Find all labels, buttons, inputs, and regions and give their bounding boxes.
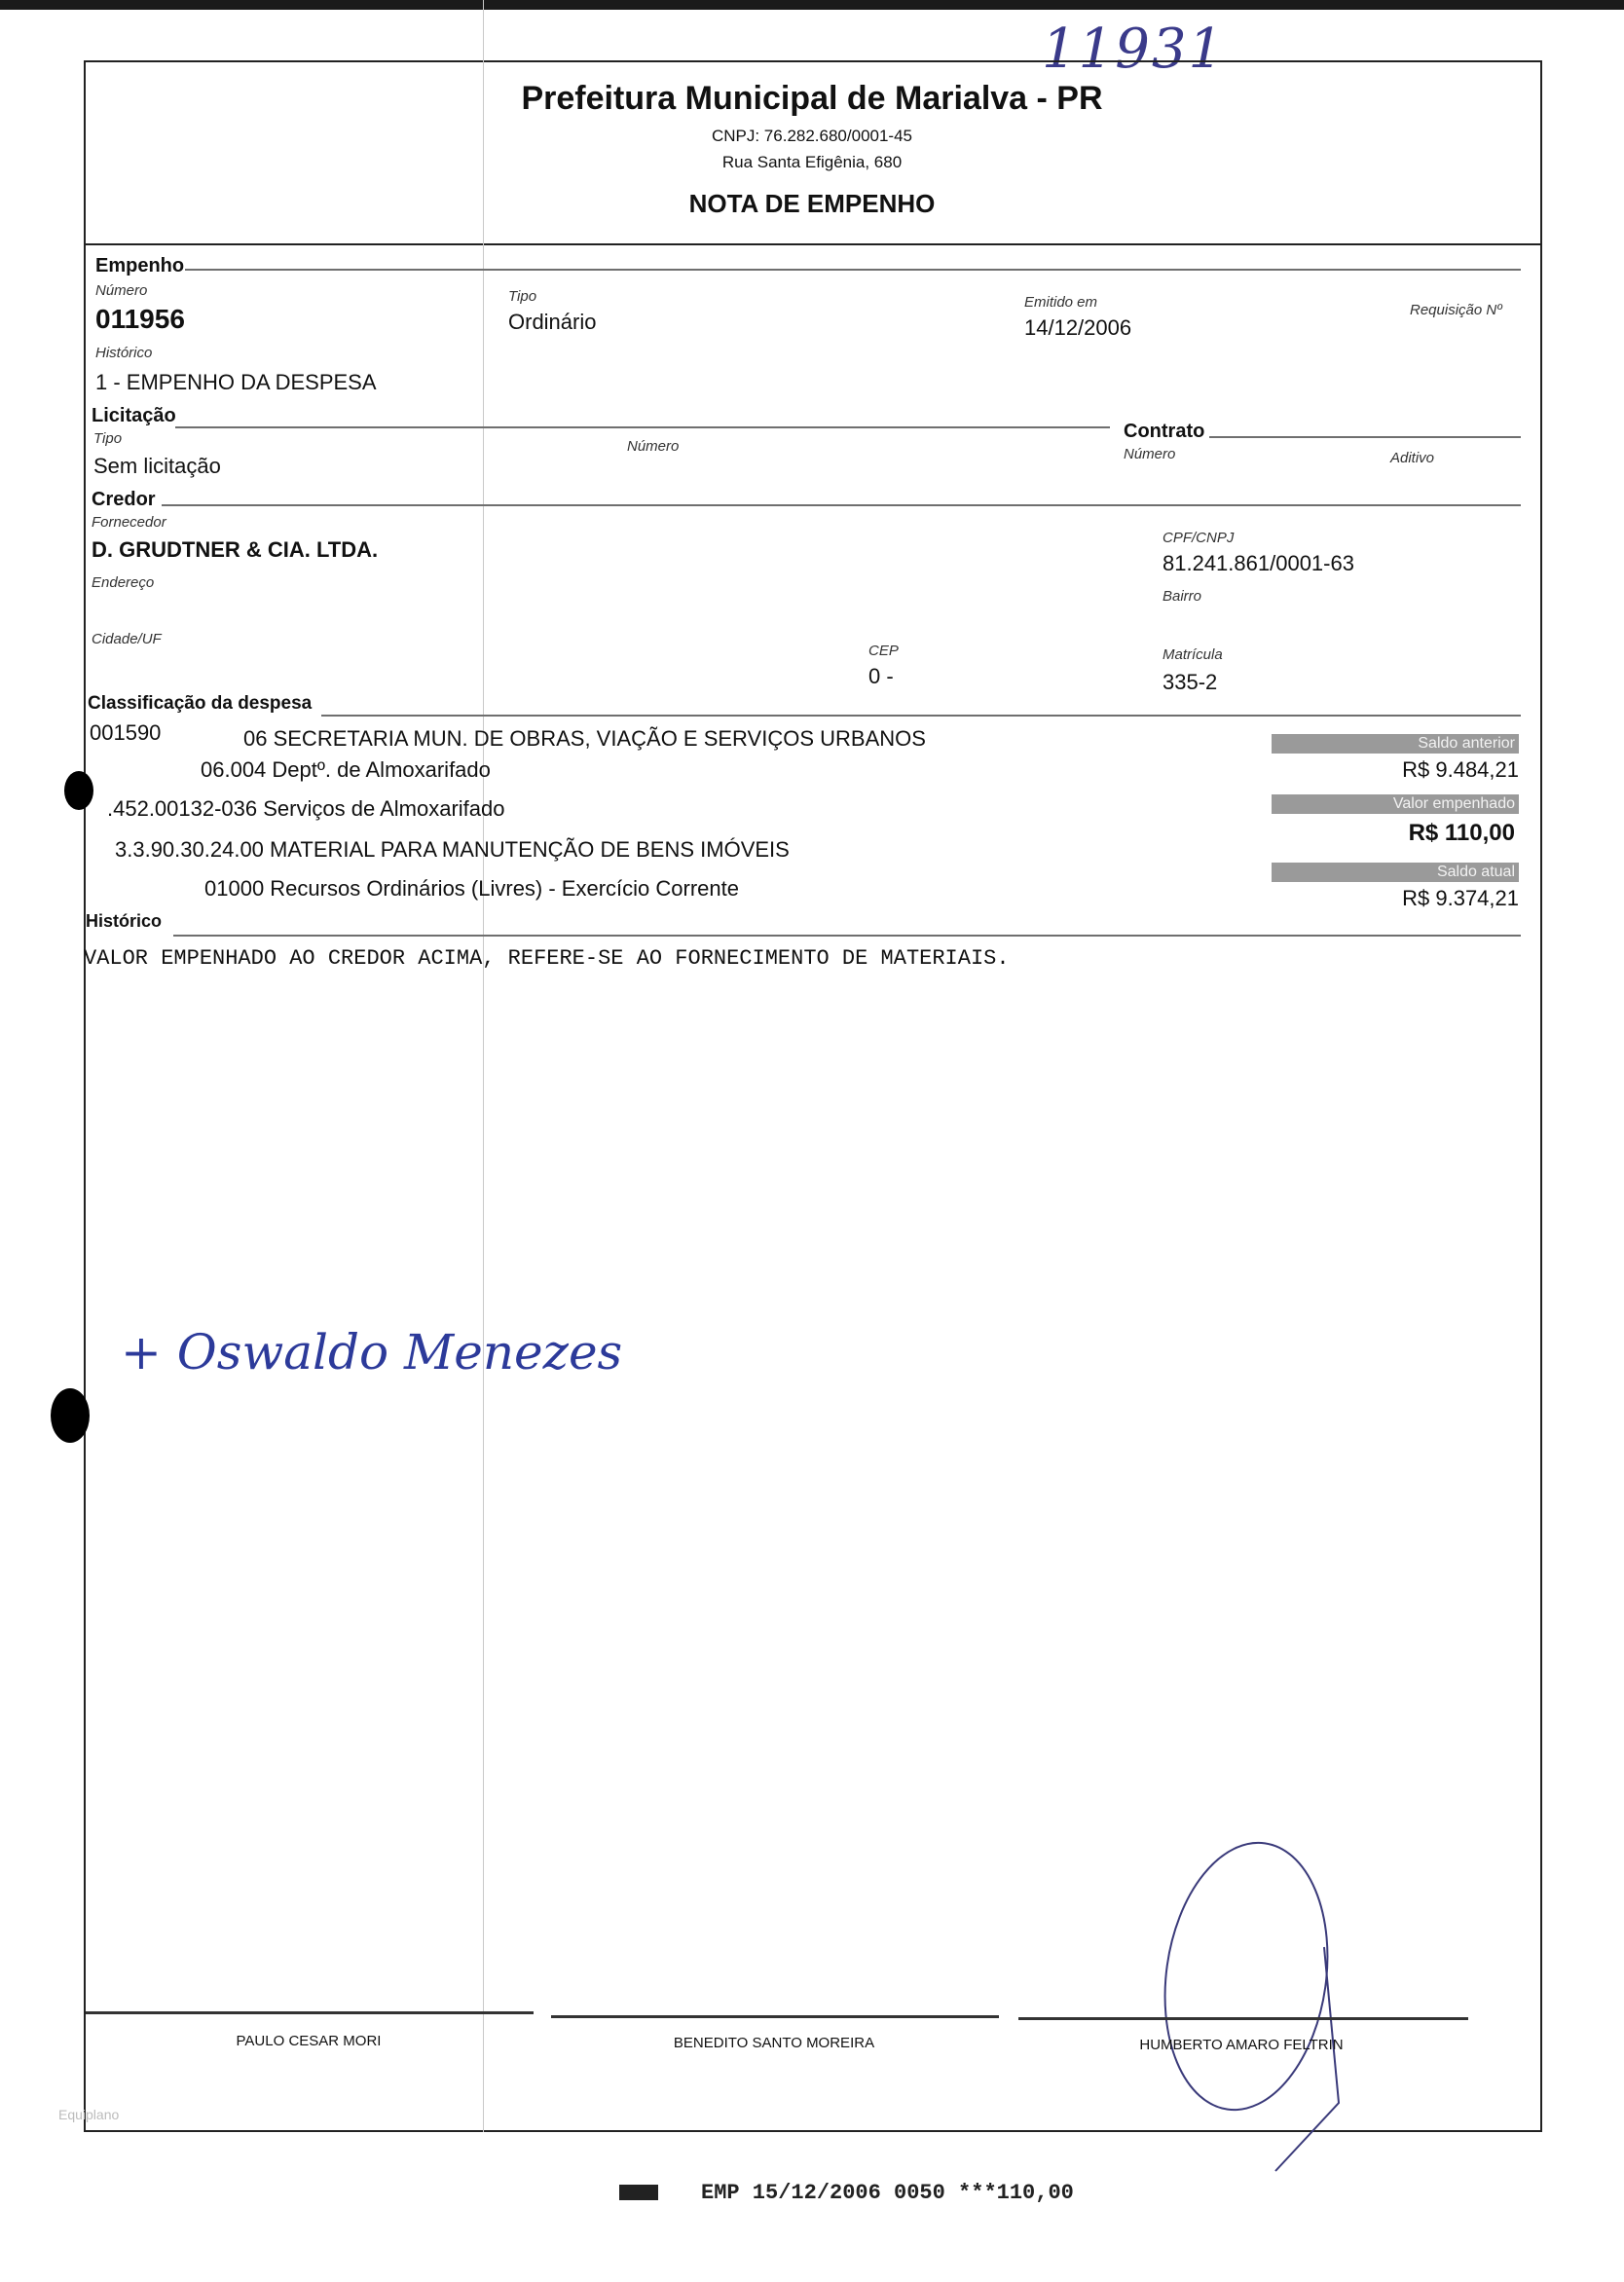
bairro-label: Bairro [1163, 588, 1202, 605]
signatory-1: PAULO CESAR MORI [236, 2033, 382, 2049]
contrato-numero-label: Número [1124, 446, 1176, 462]
address-line: Rua Santa Efigênia, 680 [721, 153, 903, 171]
classificacao-line-4: 3.3.90.30.24.00 MATERIAL PARA MANUTENÇÃO DE BENS IMÓVEIS [115, 837, 790, 862]
signature-line-2 [551, 2015, 999, 2018]
valor-empenhado-label: Valor empenhado [1272, 794, 1519, 814]
scan-top-edge [0, 0, 1624, 10]
classificacao-section-label: Classificação da despesa [88, 693, 313, 714]
classificacao-line-1: 06 SECRETARIA MUN. DE OBRAS, VIAÇÃO E SERVIÇOS URBANOS [243, 726, 926, 751]
classificacao-code: 001590 [90, 720, 162, 745]
licitacao-tipo: Sem licitação [93, 454, 221, 478]
historico-section-label: Histórico [86, 911, 163, 931]
signature-line-1 [86, 2011, 534, 2014]
signature-scribble [1129, 1830, 1383, 2190]
classificacao-line-3: .452.00132-036 Serviços de Almoxarifado [107, 796, 505, 821]
footer-brand: Equiplano [58, 2107, 120, 2122]
empenho-numero-label: Número [95, 282, 148, 299]
licitacao-numero-label: Número [627, 438, 680, 455]
stamp-mark-icon [619, 2185, 658, 2200]
emitido-label: Emitido em [1024, 294, 1098, 311]
empenho-historico-label: Histórico [95, 345, 153, 361]
emitido-date: 14/12/2006 [1024, 315, 1132, 340]
stamp-text: EMP 15/12/2006 0050 ***110,00 [701, 2181, 1074, 2205]
cep-label: CEP [868, 643, 899, 659]
saldo-atual-value: R$ 9.374,21 [1402, 886, 1519, 910]
cpf-cnpj-label: CPF/CNPJ [1163, 530, 1235, 546]
fornecedor-name: D. GRUDTNER & CIA. LTDA. [92, 537, 379, 562]
page-title: Prefeitura Municipal de Marialva - PR [521, 80, 1103, 117]
licitacao-section-label: Licitação [92, 405, 176, 426]
empenho-tipo-label: Tipo [508, 288, 537, 305]
signatory-3: HUMBERTO AMARO FELTRIN [1139, 2037, 1344, 2053]
handwritten-page-number: 11931 [1042, 18, 1226, 81]
doc-title: NOTA DE EMPENHO [688, 189, 936, 218]
historico-section-rule [173, 935, 1521, 937]
binder-hole-mark [64, 771, 93, 810]
saldo-anterior-value: R$ 9.484,21 [1402, 757, 1519, 782]
cep-value: 0 - [868, 664, 894, 688]
empenho-numero: 011956 [95, 304, 185, 334]
cpf-cnpj-value: 81.241.861/0001-63 [1163, 551, 1354, 575]
cnpj-line: CNPJ: 76.282.680/0001-45 [711, 127, 913, 145]
signature-line-3 [1018, 2017, 1468, 2020]
licitacao-tipo-label: Tipo [93, 430, 123, 447]
header-divider [84, 243, 1540, 245]
empenho-section-label: Empenho [95, 255, 185, 276]
historico-text: VALOR EMPENHADO AO CREDOR ACIMA, REFERE-SE AO FORNECIMENTO DE MATERIAIS. [84, 946, 1010, 971]
binder-hole-mark [51, 1388, 90, 1443]
saldo-anterior-label: Saldo anterior [1272, 734, 1519, 754]
classificacao-line-2: 06.004 Deptº. de Almoxarifado [201, 757, 491, 782]
empenho-historico: 1 - EMPENHO DA DESPESA [95, 370, 377, 394]
fornecedor-label: Fornecedor [92, 514, 166, 531]
credor-section-rule [162, 504, 1521, 506]
matricula-label: Matrícula [1163, 646, 1223, 663]
fold-line [483, 0, 484, 2132]
handwritten-note: + Oswaldo Menezes [121, 1324, 623, 1380]
contrato-section-label: Contrato [1124, 421, 1205, 442]
matricula-value: 335-2 [1163, 670, 1218, 694]
saldo-atual-label: Saldo atual [1272, 863, 1519, 882]
contrato-section-rule [1209, 436, 1521, 438]
empenho-tipo: Ordinário [508, 310, 597, 334]
endereco-label: Endereço [92, 574, 155, 591]
licitacao-section-rule [175, 426, 1110, 428]
cidade-uf-label: Cidade/UF [92, 631, 162, 647]
classificacao-section-rule [321, 715, 1521, 717]
contrato-aditivo-label: Aditivo [1390, 450, 1435, 466]
classificacao-line-5: 01000 Recursos Ordinários (Livres) - Exercício Corrente [204, 876, 739, 901]
requisicao-label: Requisição Nº [1410, 302, 1502, 318]
empenho-section-rule [185, 269, 1521, 271]
credor-section-label: Credor [92, 489, 156, 510]
valor-empenhado-value: R$ 110,00 [1408, 820, 1515, 846]
signatory-2: BENEDITO SANTO MOREIRA [673, 2035, 875, 2051]
